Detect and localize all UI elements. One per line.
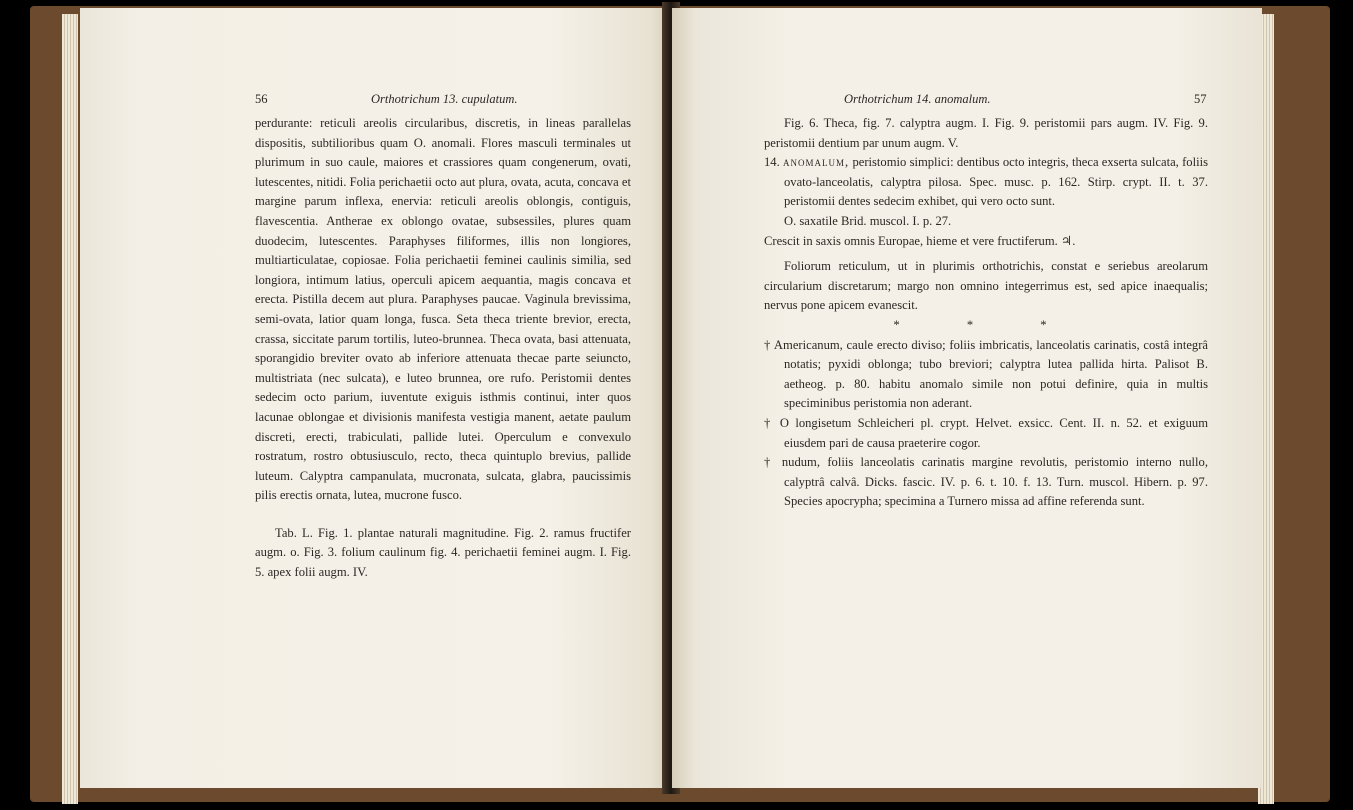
right-page-number: 57 <box>1194 92 1207 106</box>
left-page <box>80 8 668 788</box>
right-fig-caption: Fig. 6. Theca, fig. 7. calyptra augm. I. Fig. 9. peristomii pars augm. IV. Fig. 9. peristomii dentium par unum augm. V. <box>764 116 1208 150</box>
species-name: anomalum, <box>783 155 850 170</box>
right-running-head: Orthotrichum 14. anomalum. <box>844 92 991 106</box>
species-entry <box>764 153 1208 212</box>
dagger-longisetum: † O longisetum Schleicheri pl. crypt. Helvet. exsicc. Cent. II. n. 52. et exiguum eiusdem pari de causa praeterire cogor. <box>764 415 1208 450</box>
left-tab-caption: Tab. L. Fig. 1. plantae naturali magnitudine. Fig. 2. ramus fructifer augm. o. Fig. 3. folium caulinum fig. 4. perichaetii feminei augm. I. Fig. 5. apex folii augm. IV. <box>255 525 631 580</box>
habitat: Crescit in saxis omnis Europae, hieme et vere fructiferum. ♃. <box>764 233 1076 248</box>
right-text <box>764 114 1208 512</box>
species-number: 14. <box>764 155 780 170</box>
section-stars: * * * <box>893 317 1079 332</box>
dagger-americanum: † Americanum, caule erecto diviso; foliis imbricatis, lanceolatis carinatis, costâ integrâ notatis; pyxidi oblonga; tubo breviori; calyptra lutea pallida hirta. Palisot B. aetheog. p. 80. habitu anomalo simile non potui definire, quia in multis speciminibus peristomia non aderant. <box>764 337 1208 411</box>
right-page <box>672 8 1262 788</box>
left-page-edges <box>62 14 78 804</box>
left-running-head: Orthotrichum 13. cupulatum. <box>371 92 518 106</box>
foliorum-note: Foliorum reticulum, ut in plurimis orthotrichis, constat e seriebus areolarum circularium discretarum; margo non omnino integerrimus est, sed apice inaequalis; nervus pone apicem evanescit. <box>764 259 1208 313</box>
left-text <box>255 114 631 583</box>
left-body: perdurante: reticuli areolis circularibus, discretis, in lineas parallelas dispositis, subtilioribus quam O. anomali. Flores masculi terminales ut plurimum in suo caule, maiores et crassiores quam congenerum, ovati, lutescentes, nitidi. Folia perichaetii octo aut plura, ovata, acuta, concava et margine parum inflexa, enervia: reticuli areolis oblongis, contiguis, flavescentia. Antherae ex oblongo ovatae, subsessiles, plures quam duodecim, lutescentes. Paraphyses filiformes, illis non longiores, multiarticulatae, copiosae. Folia perichaetii feminei caulinis similia, sed longiora, intimum latius, operculi apicem aequantia, magis concava et erecta. Pistilla decem aut plura. Paraphyses paucae. Vaginula brevissima, semi-ovata, latior quam longa, fusca. Seta theca triente brevior, erecta, crassa, siccitate parum tortilis, luteo-brunnea. Theca ovata, basi attenuata, sporangidio breviter ovato ab inferiore attenuata thecae parte seiuncto, multistriata (nec sulcata), e luteo brunnea, ore rufo. Peristomii dentes sedecim octo parium, iuventute exiguis isthmis continui, inter quos lacunae oblongae et divisionis manifesta vestigia manent, aetate paulum discreti, erecti, trabiculati, pallide lutei. Operculum e convexulo rostratum, rostro obtusiusculo, recto, theca quintuplo brevius, pallide luteum. Calyptra campanulata, mucronata, sulcata, glabra, paucissimis pilis erectis ornata, lutea, mucrone fusco. <box>255 116 631 503</box>
dagger-nudum: † nudum, foliis lanceolatis carinatis margine revolutis, peristomio interno nullo, calyptrâ calvâ. Dicks. fascic. IV. p. 6. t. 10. f. 13. Turn. muscol. Hibern. p. 97. Species apocrypha; specimina a Turnero missa ad affine referenda sunt. <box>764 455 1208 509</box>
left-page-number: 56 <box>255 92 268 106</box>
species-description: peristomio simplici: dentibus octo integris, theca exserta sulcata, foliis ovato-lanceolatis, calyptra pilosa. Spec. musc. p. 162. Stirp. crypt. II. t. 37. peristomii dentes sedecim exhibet, qui vero octo sunt. <box>784 155 1208 209</box>
synonym: O. saxatile Brid. muscol. I. p. 27. <box>784 213 952 228</box>
